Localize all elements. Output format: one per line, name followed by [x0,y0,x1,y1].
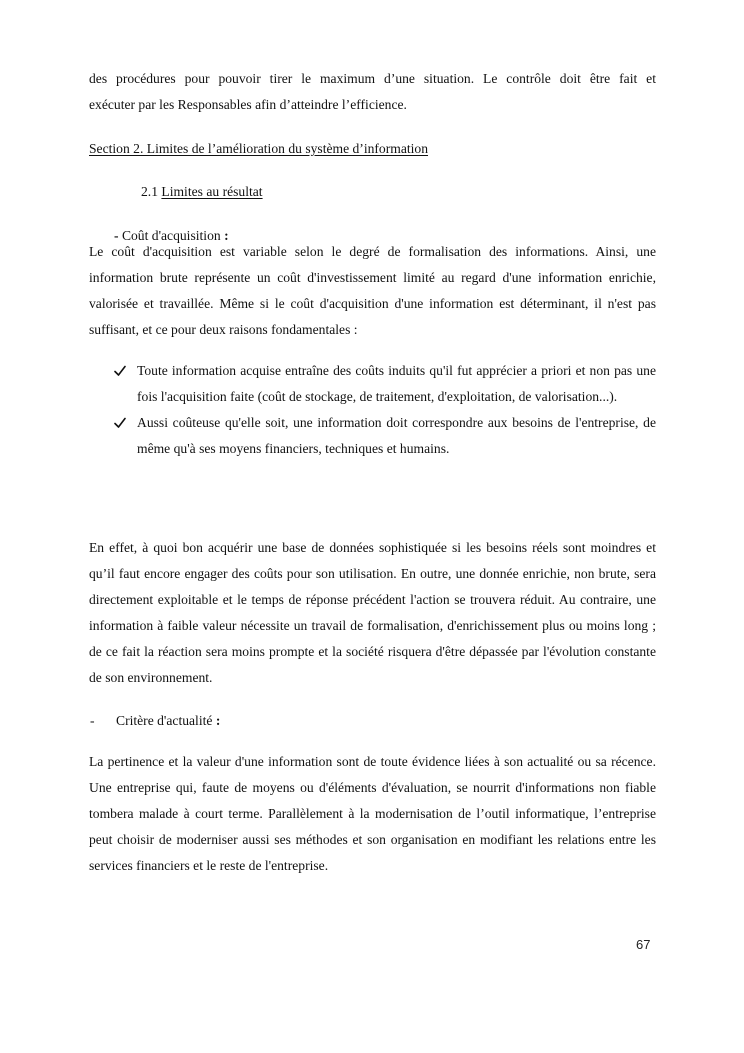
item2-dash: - [90,713,95,728]
para3-text: La pertinence et la valeur d'une information sont de toute évidence liées à son actualité ou sa récence. Une entreprise qui, faute de moyens ou d'éléments d'évaluation, se nourrit d'informations non fiable tombera malade à court terme. Parallèlement à la modernisation de l’outil informatique, l’entreprise peut choisir de moderniser aussi ses méthodes et son organisation en modifiant les relations entre les services financiers et le reste de l'entreprise. [89,754,656,873]
intro-line-2: exécuter par les Responsables afin d’atteindre l’efficience. [89,97,407,112]
subsection-number: 2.1 [141,184,158,199]
section-heading-text: Section 2. Limites de l’amélioration du système d’information [89,141,429,156]
paragraph-actualite [89,749,656,879]
paragraph-acquisition [89,239,656,343]
page-number: 67 [636,937,651,952]
list-item [89,410,656,462]
item1-label: Coût d'acquisition [121,228,221,243]
para2-text: En effet, à quoi bon acquérir une base de données sophistiquée si les besoins réels sont moindres et qu’il faut encore engager des coûts pour son utilisation. En outre, une donnée enrichie, non brute, sera directement exploitable et le temps de réponse précédent l'action se trouvera réduit. Au contraire, une information à faible valeur nécessite un travail de formalisation, d'enrichissement plus ou moins long ; de ce fait la réaction sera moins prompte et la société risquera d'être dépassée par l'évolution constante de son environnement. [89,540,656,685]
checklist-item-1-text: Toute information acquise entraîne des coûts induits qu'il fut apprécier a priori et non pas une fois l'acquisition faite (coût de stockage, de traitement, d'exploitation, de valorisation...). [137,363,656,404]
item1-dash: - [114,228,119,243]
section-heading [89,136,656,162]
checkmark-icon [114,358,128,384]
intro-line-1: des procédures pour pouvoir tirer le maximum d’une situation. Le contrôle doit être fait et [89,71,656,86]
checklist [89,358,656,462]
checkmark-icon [114,410,128,436]
item-heading-actualite [89,708,656,734]
item2-colon: : [215,713,221,728]
para1-text: Le coût d'acquisition est variable selon le degré de formalisation des informations. Ainsi, une information brute représente un coût d'investissement limité au regard d'une information enrichie, valorisée et travaillée. Même si le coût d'acquisition d'une information est déterminant, il n'est pas suffisant, et ce pour deux raisons fondamentales : [89,244,656,337]
item2-label: Critère d'actualité [116,713,213,728]
item1-colon: : [224,228,229,243]
subsection-heading [141,179,641,205]
intro-paragraph [89,66,656,118]
list-item [89,358,656,410]
checklist-item-2-text: Aussi coûteuse qu'elle soit, une information doit correspondre aux besoins de l'entreprise, de même qu'à ses moyens financiers, techniques et humains. [137,415,656,456]
subsection-title: Limites au résultat [161,184,263,199]
paragraph-effet [89,535,656,691]
